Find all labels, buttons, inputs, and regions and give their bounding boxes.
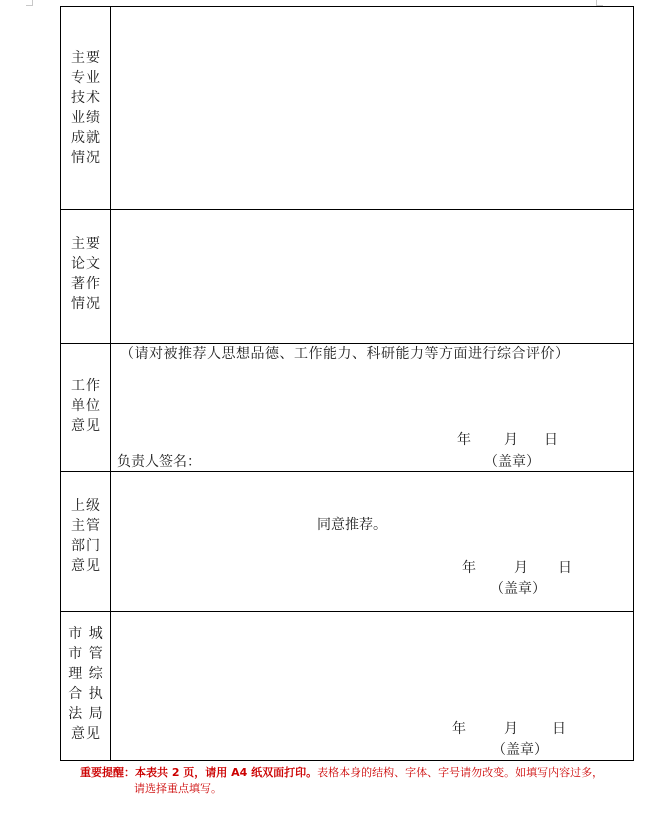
page-corner-mark-left-h [26,5,33,6]
work-unit-signature-label: 负责人签名： [117,454,201,470]
row-label-publications: 主要 论文 著作 情况 [71,236,101,312]
city-bureau-date-day: 日 [552,721,566,737]
row-label-superior-dept-opinion: 上级 主管 部门 意见 [71,498,101,574]
superior-dept-date-day: 日 [558,560,572,576]
work-unit-date-year: 年 [457,432,471,448]
city-bureau-date-year: 年 [452,721,466,737]
superior-dept-opinion-text: 同意推荐。 [317,517,387,533]
superior-dept-date-year: 年 [462,560,476,576]
work-unit-instruction: （请对被推荐人思想品德、工作能力、科研能力等方面进行综合评价） [120,346,570,362]
city-bureau-seal: （盖章） [492,742,548,758]
work-unit-date-month: 月 [504,432,518,448]
achievements-content-cell[interactable] [111,7,632,209]
recommendation-form-table [60,6,633,760]
superior-dept-seal: （盖章） [490,581,546,597]
row-label-city-bureau-opinion: 市 城 市 管 理 综 合 执 法 局 意见 [68,626,104,742]
row-label-achievements: 主要 专业 技术 业绩 成就 情况 [71,50,101,166]
publications-content-cell[interactable] [111,210,632,343]
city-bureau-date-month: 月 [504,721,518,737]
city-bureau-content-cell[interactable] [111,612,632,712]
row-divider-3 [60,471,633,472]
notice-text-line2: 请选择重点填写。 [134,782,222,795]
notice-bold-text: 重要提醒：本表共 2 页，请用 A4 纸双面打印。 [80,766,318,779]
row-divider-2 [60,343,633,344]
work-unit-seal: （盖章） [484,454,540,470]
row-label-work-unit-opinion: 工作 单位 意见 [71,378,101,434]
superior-dept-date-month: 月 [514,560,528,576]
notice-text-line1: 表格本身的结构、字体、字号请勿改变。如填写内容过多， [317,766,604,779]
important-notice [80,765,640,797]
work-unit-date-day: 日 [544,432,558,448]
